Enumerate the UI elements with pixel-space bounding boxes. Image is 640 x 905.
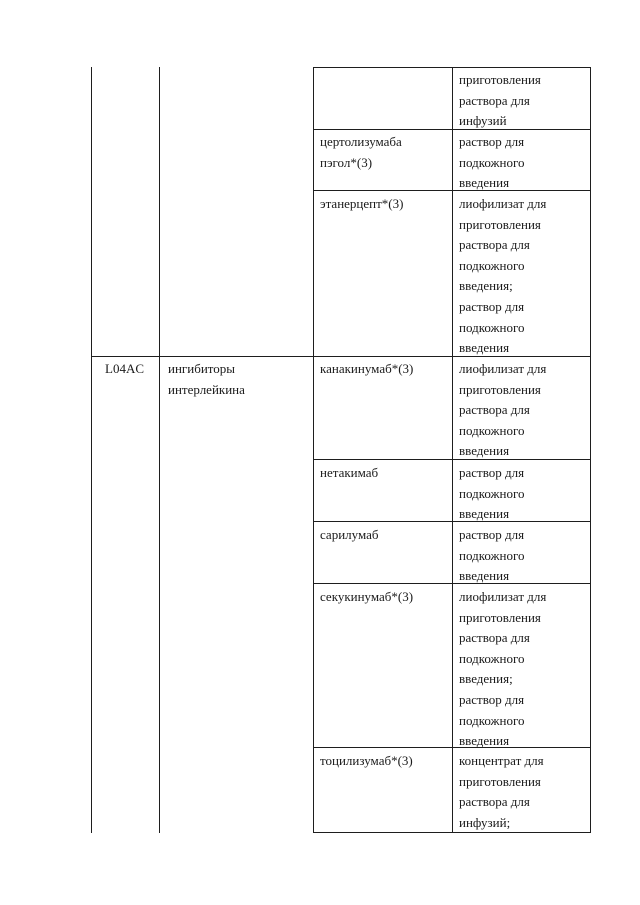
table-border-right: [590, 67, 591, 833]
row-divider: [313, 190, 591, 191]
row-divider: [313, 459, 591, 460]
dosage-form-cell: раствор для подкожного введения: [459, 465, 525, 522]
drug-name-cell: цертолизумаба пэгол*(3): [320, 134, 402, 170]
row-divider: [313, 583, 591, 584]
table-border-top: [313, 67, 591, 68]
atc-code-cell: L04AC: [105, 361, 144, 376]
drug-name-cell: секукинумаб*(3): [320, 589, 414, 604]
table-border-left: [91, 67, 92, 833]
dosage-form-cell: раствор для подкожного введения: [459, 134, 525, 191]
dosage-form-cell: лиофилизат для приготовления раствора для подкожного введения; раствор для подкожного введения: [459, 196, 547, 356]
table-border-group: [313, 67, 314, 833]
table-border-bottom: [313, 832, 591, 833]
dosage-form-cell: лиофилизат для приготовления раствора для подкожного введения; раствор для подкожного введения: [459, 589, 547, 749]
dosage-form-cell: концентрат для приготовления раствора для инфузий;: [459, 753, 544, 830]
drug-name-cell: сарилумаб: [320, 527, 379, 542]
drug-name-cell: тоцилизумаб*(3): [320, 753, 413, 768]
dosage-form-cell: приготовления раствора для инфузий: [459, 72, 541, 129]
table-border-code: [159, 67, 160, 833]
row-divider: [313, 129, 591, 130]
drug-name-cell: канакинумаб*(3): [320, 361, 414, 376]
dosage-form-cell: раствор для подкожного введения: [459, 527, 525, 584]
dosage-form-cell: лиофилизат для приготовления раствора для подкожного введения: [459, 361, 547, 459]
row-divider: [313, 747, 591, 748]
table-border-drug: [452, 67, 453, 833]
row-divider: [313, 521, 591, 522]
drug-name-cell: нетакимаб: [320, 465, 379, 480]
drug-group-cell: ингибиторы интерлейкина: [168, 361, 245, 397]
drug-name-cell: этанерцепт*(3): [320, 196, 404, 211]
